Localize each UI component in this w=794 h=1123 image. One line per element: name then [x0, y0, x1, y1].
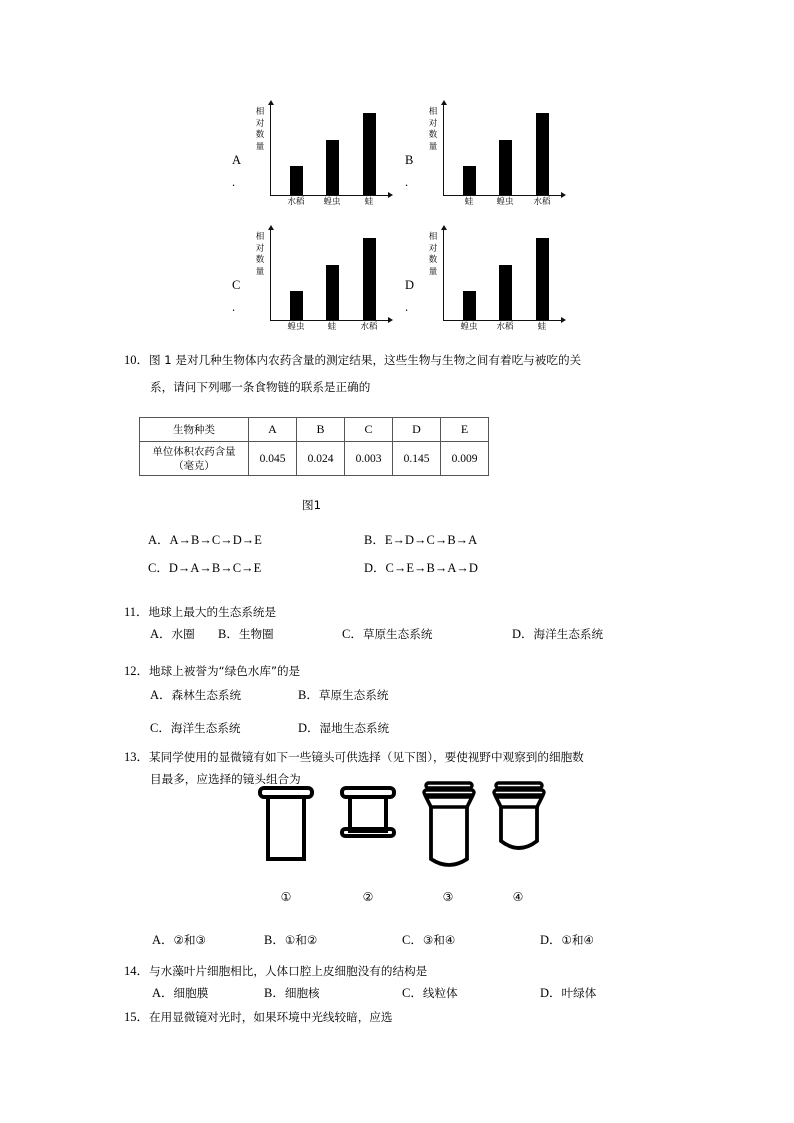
table-row-label-line1: 单位体积农药含量	[152, 445, 236, 458]
chart-a-xtick-3: 蛙	[364, 197, 374, 207]
chart-a-ylabel: 相对数量	[255, 107, 265, 152]
option-letter-text: D	[405, 278, 415, 292]
option-text: 森林生态系统	[171, 688, 242, 702]
chart-b-xtick-1: 蛙	[464, 197, 474, 207]
option-label: A．	[150, 627, 172, 641]
lens-1-number: ①	[280, 890, 292, 904]
option-label: D．	[540, 986, 562, 1000]
option-label: D．	[512, 627, 534, 641]
option-label: D．	[540, 933, 562, 947]
chart-c-plot	[270, 226, 392, 332]
lens-4-drawing	[488, 781, 548, 878]
chart-d-ylabel: 相对数量	[428, 232, 438, 277]
chart-d-plot	[443, 226, 565, 332]
question-11-option-b	[218, 622, 274, 647]
option-letter-dot: .	[405, 300, 409, 314]
question-14-option-b	[264, 981, 320, 1006]
table-cell-value-a: 0.045	[249, 442, 297, 476]
chart-c-bar-2	[326, 265, 339, 320]
question-10-line-1	[124, 348, 581, 373]
option-text: 生物圈	[238, 627, 274, 641]
chart-b-bar-2	[499, 140, 512, 195]
option-letter-text: B	[405, 153, 414, 167]
option-text: 细胞核	[284, 986, 320, 1000]
option-letter-text: C	[232, 278, 241, 292]
table-row	[140, 442, 489, 476]
table-cell-value-b: 0.024	[297, 442, 345, 476]
chart-d-bar-3	[536, 238, 549, 320]
chart-c-xtick-3: 水稻	[360, 322, 378, 332]
table-header-species: 生物种类	[140, 418, 249, 442]
question-12-option-c	[150, 716, 240, 741]
question-10-option-b	[364, 528, 477, 553]
chart-option-c	[232, 221, 422, 346]
question-13-option-c	[402, 928, 455, 953]
option-text: 细胞膜	[173, 986, 209, 1000]
lens-2-number: ②	[362, 890, 374, 904]
question-11-number: 11．	[124, 605, 149, 619]
option-text: A→B→C→D→E	[169, 533, 262, 547]
question-12-option-b	[298, 683, 388, 708]
lens-3-drawing	[418, 781, 478, 878]
chart-d-xtick-3: 蛙	[537, 322, 547, 332]
option-text: 海洋生态系统	[170, 721, 241, 735]
question-10-option-d	[364, 556, 478, 581]
option-text: C→E→B→A→D	[385, 561, 478, 575]
question-12-option-a	[150, 683, 241, 708]
question-10-line-2	[150, 375, 370, 400]
bar-chart-options-figure	[0, 96, 794, 346]
option-label: B．	[218, 627, 239, 641]
question-11-option-c	[342, 622, 432, 647]
chart-a	[254, 101, 414, 213]
option-label: B．	[364, 533, 385, 547]
chart-option-c-letter	[232, 279, 241, 314]
option-letter-dot: .	[405, 175, 409, 189]
chart-b-xtick-2: 蝗虫	[496, 197, 514, 207]
question-13-stem-line2: 目最多，应选择的镜头组合为	[150, 772, 301, 786]
option-text: 线粒体	[422, 986, 458, 1000]
microscope-lens-figure	[250, 784, 540, 904]
chart-b-ylabel: 相对数量	[428, 107, 438, 152]
chart-option-b	[405, 96, 595, 221]
chart-c-xtick-1: 蝗虫	[287, 322, 305, 332]
option-label: B．	[264, 986, 285, 1000]
option-text: 水圈	[171, 627, 195, 641]
chart-a-bar-1	[290, 166, 303, 195]
option-text: 湿地生态系统	[319, 721, 390, 735]
option-label: D．	[298, 721, 320, 735]
chart-a-xtick-1: 水稻	[287, 197, 305, 207]
question-10-option-c	[148, 556, 261, 581]
eyepiece-long-icon	[256, 785, 316, 873]
option-label: C．	[342, 627, 363, 641]
chart-b	[427, 101, 587, 213]
chart-d-y-axis	[443, 229, 444, 321]
chart-a-y-axis	[270, 104, 271, 196]
question-10-stem-line1: 图 1 是对几种生物体内农药含量的测定结果，这些生物与生物之间有着吃与被吃的关	[149, 353, 582, 367]
option-letter-dot: .	[232, 175, 236, 189]
question-12-line-1	[124, 659, 300, 684]
chart-b-xtick-3: 水稻	[533, 197, 551, 207]
chart-option-b-letter	[405, 154, 414, 189]
chart-d-bar-1	[463, 291, 476, 320]
chart-b-bar-3	[536, 113, 549, 195]
question-12-option-d	[298, 716, 389, 741]
chart-row-top	[0, 96, 794, 221]
option-text: ①和④	[561, 933, 594, 947]
option-text: 草原生态系统	[362, 627, 433, 641]
option-label: C．	[402, 933, 423, 947]
option-text: ①和②	[284, 933, 318, 947]
chart-a-plot	[270, 101, 392, 207]
question-14-option-c	[402, 981, 458, 1006]
table-header-e: E	[441, 418, 489, 442]
option-label: B．	[264, 933, 285, 947]
question-11-option-a	[150, 622, 195, 647]
table-row-header	[140, 418, 489, 442]
option-label: A．	[152, 933, 174, 947]
chart-a-xtick-2: 蝗虫	[323, 197, 341, 207]
option-text: 海洋生态系统	[533, 627, 604, 641]
question-10-number: 10．	[124, 353, 150, 367]
option-letter-dot: .	[232, 300, 236, 314]
eyepiece-short-icon	[338, 785, 398, 873]
question-10-stem-line2: 系，请问下列哪一条食物链的联系是正确的	[150, 380, 371, 394]
option-label: C．	[148, 561, 169, 575]
question-13-option-b	[264, 928, 317, 953]
question-10-option-a	[148, 528, 262, 553]
lens-2-drawing	[338, 785, 398, 878]
option-text: ②和③	[173, 933, 206, 947]
question-15-stem: 在用显微镜对光时，如果环境中光线较暗，应选	[149, 1010, 393, 1024]
option-label: A．	[152, 986, 174, 1000]
question-15-number: 15．	[124, 1010, 150, 1024]
option-text: ③和④	[422, 933, 456, 947]
option-label: D．	[364, 561, 386, 575]
table-header-a: A	[249, 418, 297, 442]
question-12-number: 12．	[124, 664, 150, 678]
chart-c-bar-1	[290, 291, 303, 320]
option-text: 叶绿体	[561, 986, 597, 1000]
chart-a-bar-3	[363, 113, 376, 195]
chart-a-bar-2	[326, 140, 339, 195]
table-row-label-line2: （毫克）	[173, 459, 215, 472]
chart-option-d-letter	[405, 279, 415, 314]
chart-option-a-letter	[232, 154, 242, 189]
option-text: E→D→C→B→A	[384, 533, 478, 547]
option-text: D→A→B→C→E	[168, 561, 262, 575]
option-text: 草原生态系统	[318, 688, 389, 702]
chart-d	[427, 226, 587, 338]
chart-c-y-axis	[270, 229, 271, 321]
question-13-stem-line1: 某同学使用的显微镜有如下一些镜头可供选择（见下图），要使视野中观察到的细胞数	[149, 750, 584, 764]
question-14-option-d	[540, 981, 596, 1006]
chart-c-xtick-2: 蛙	[327, 322, 337, 332]
lens-4-number: ④	[512, 890, 524, 904]
objective-short-icon	[488, 781, 550, 873]
chart-c-bar-3	[363, 238, 376, 320]
table-header-c: C	[345, 418, 393, 442]
chart-b-bar-1	[463, 166, 476, 195]
chart-b-plot	[443, 101, 565, 207]
chart-option-a	[232, 96, 422, 221]
chart-b-y-axis	[443, 104, 444, 196]
question-12-stem: 地球上被誉为“绿色水库”的是	[149, 664, 301, 678]
table-row-label	[140, 442, 249, 476]
table-cell-value-e: 0.009	[441, 442, 489, 476]
question-13-option-d	[540, 928, 594, 953]
chart-option-d	[405, 221, 595, 346]
lens-3-number: ③	[442, 890, 454, 904]
chart-c	[254, 226, 414, 338]
option-letter-text: A	[232, 153, 242, 167]
table-header-d: D	[393, 418, 441, 442]
table-cell-value-c: 0.003	[345, 442, 393, 476]
figure-1-caption: 图1	[302, 498, 321, 512]
chart-d-bar-2	[499, 265, 512, 320]
question-13-number: 13．	[124, 750, 150, 764]
pesticide-data-table	[139, 417, 489, 476]
chart-d-xtick-1: 蝗虫	[460, 322, 478, 332]
option-label: C．	[402, 986, 423, 1000]
table-cell-value-d: 0.145	[393, 442, 441, 476]
chart-d-xtick-2: 水稻	[496, 322, 514, 332]
option-label: A．	[150, 688, 172, 702]
table-header-b: B	[297, 418, 345, 442]
option-label: A．	[148, 533, 170, 547]
question-14-option-a	[152, 981, 208, 1006]
option-label: C．	[150, 721, 171, 735]
question-14-number: 14．	[124, 964, 150, 978]
option-label: B．	[298, 688, 319, 702]
objective-long-icon	[418, 781, 480, 873]
question-11-option-d	[512, 622, 603, 647]
question-15-line-1	[124, 1005, 393, 1030]
chart-row-bottom	[0, 221, 794, 346]
question-14-stem: 与水藻叶片细胞相比，人体口腔上皮细胞没有的结构是	[149, 964, 428, 978]
lens-1-drawing	[256, 785, 316, 878]
question-11-stem: 地球上最大的生态系统是	[148, 605, 277, 619]
question-13-option-a	[152, 928, 206, 953]
chart-c-ylabel: 相对数量	[255, 232, 265, 277]
